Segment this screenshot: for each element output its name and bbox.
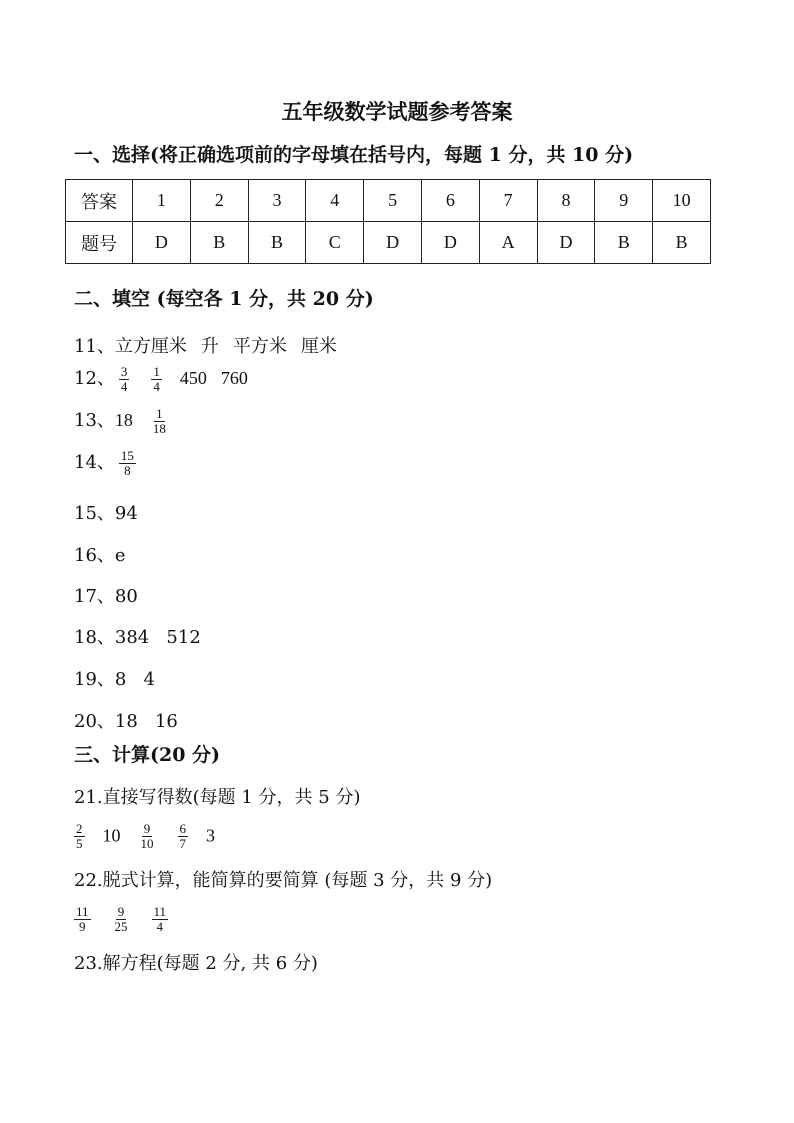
section3-heading: 三、计算(20 分)	[74, 744, 221, 766]
answer-line-17: 17、80	[74, 586, 138, 607]
row-label-answer: 答案	[66, 180, 133, 222]
table-cell: C	[306, 222, 364, 264]
answer-line-22	[74, 905, 172, 934]
question-number: 11、	[74, 336, 115, 357]
question-23: 23.解方程(每题 2 分, 共 6 分)	[74, 953, 318, 974]
section1-heading: 一、选择(将正确选项前的字母填在括号内，每题 1 分，共 10 分)	[74, 144, 634, 166]
table-cell: 2	[190, 180, 248, 222]
table-cell: 5	[364, 180, 422, 222]
table-row-answers	[66, 222, 711, 264]
answer-text: 厘米	[300, 336, 337, 357]
table-cell: A	[479, 222, 537, 264]
answer-line-21	[74, 822, 215, 851]
table-cell: 4	[306, 180, 364, 222]
answer-line-15: 15、94	[74, 503, 138, 524]
answer-table	[65, 179, 711, 264]
answer-text: 立方厘米	[114, 336, 187, 357]
table-cell: B	[248, 222, 306, 264]
question-number: 14、	[74, 452, 115, 473]
answer-text: 3	[206, 825, 215, 846]
table-cell: D	[537, 222, 595, 264]
fraction: $\frac{3}{4}$	[120, 363, 128, 394]
answer-text: 18	[114, 410, 133, 430]
page-title: 五年级数学试题参考答案	[281, 99, 513, 124]
answer-text: 760	[220, 368, 248, 388]
answer-line-13	[74, 406, 172, 436]
table-cell: 8	[537, 180, 595, 222]
answer-text: 10	[102, 825, 121, 846]
section2-heading: 二、填空 (每空各 1 分，共 20 分)	[74, 288, 374, 310]
fraction: $\frac{6}{7}$	[179, 821, 186, 851]
table-cell: 6	[421, 180, 479, 222]
fraction: $\frac{9}{25}$	[114, 904, 128, 934]
answer-line-19: 19、8 4	[74, 669, 155, 690]
fraction: $\frac{11}{9}$	[76, 904, 89, 934]
table-cell: B	[190, 222, 248, 264]
table-cell: 1	[133, 180, 191, 222]
table-cell: 10	[653, 180, 711, 222]
table-cell: 7	[479, 180, 537, 222]
question-number: 12、	[74, 368, 115, 389]
table-cell: D	[364, 222, 422, 264]
answer-line-11	[74, 332, 337, 358]
fraction: $\frac{9}{10}$	[140, 821, 154, 851]
answer-line-20: 20、18 16	[74, 711, 178, 732]
fraction: $\frac{15}{8}$	[120, 447, 134, 478]
table-cell: 3	[248, 180, 306, 222]
fraction: $\frac{11}{4}$	[153, 904, 167, 934]
table-cell: D	[421, 222, 479, 264]
table-cell: B	[595, 222, 653, 264]
answer-line-16: 16、e	[74, 545, 126, 566]
table-row-numbers	[66, 180, 711, 222]
question-21: 21.直接写得数(每题 1 分，共 5 分)	[74, 787, 361, 808]
answer-line-18: 18、384 512	[74, 627, 201, 648]
table-cell: 9	[595, 180, 653, 222]
answer-text: 450	[179, 368, 207, 388]
question-number: 13、	[74, 410, 115, 431]
table-cell: B	[653, 222, 711, 264]
fraction: $\frac{2}{5}$	[76, 821, 83, 851]
row-label-question: 题号	[66, 222, 133, 264]
table-cell: D	[133, 222, 191, 264]
answer-line-14	[74, 448, 140, 478]
fraction: $\frac{1}{4}$	[153, 363, 160, 394]
answer-line-12	[74, 364, 248, 394]
question-22: 22.脱式计算，能简算的要简算 (每题 3 分，共 9 分)	[74, 870, 493, 891]
fraction: $\frac{1}{18}$	[152, 405, 166, 436]
answer-text: 平方米	[232, 336, 287, 357]
answer-text: 升	[200, 336, 219, 357]
